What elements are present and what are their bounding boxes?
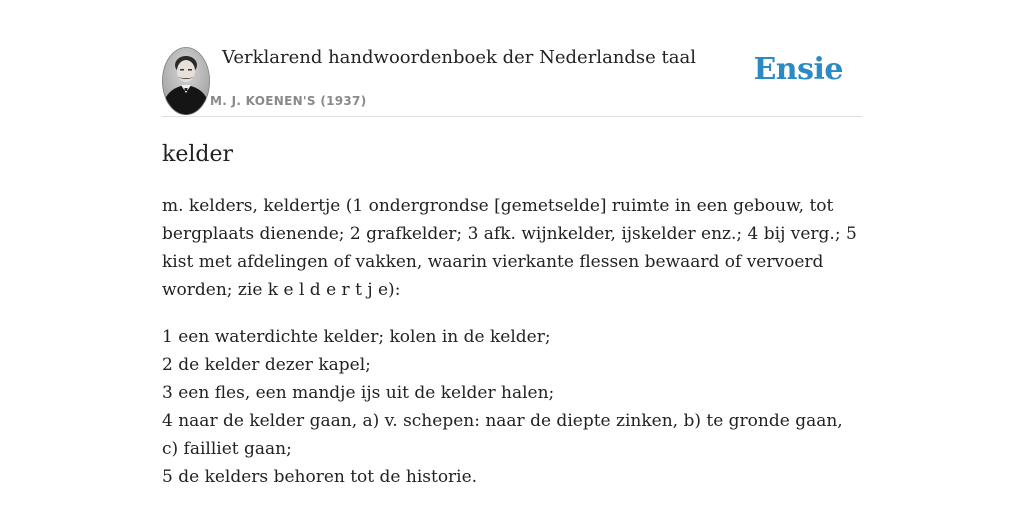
entry-headword: kelder xyxy=(162,142,234,167)
entry-definition: m. kelders, keldertje (1 ondergrondse [gemetselde] ruimte in een gebouw, tot bergplaats dienende; 2 grafkelder; 3 afk. wijnkelder, ijskelder enz.; 4 bij verg.; 5 kist met afdelingen of vakken, waarin vierkante flessen bewaard of vervoerd worden; zie k e l d e r t j e): xyxy=(162,196,857,300)
header xyxy=(162,46,862,117)
brand-logo-link[interactable]: Ensie xyxy=(753,52,843,87)
page xyxy=(162,0,862,512)
example-item: 1 een waterdichte kelder; kolen in de kelder; xyxy=(162,327,551,347)
book-title[interactable]: Verklarend handwoordenboek der Nederlandse taal xyxy=(222,47,696,68)
example-item: 4 naar de kelder gaan, a) v. schepen: naar de diepte zinken, b) te gronde gaan, c) failliet gaan; xyxy=(162,411,843,459)
book-author: M. J. KOENEN'S (1937) xyxy=(210,94,367,108)
example-item: 3 een fles, een mandje ijs uit de kelder halen; xyxy=(162,383,555,403)
author-portrait xyxy=(162,47,210,115)
example-item: 5 de kelders behoren tot de historie. xyxy=(162,467,478,487)
entry-examples xyxy=(162,323,862,491)
example-item: 2 de kelder dezer kapel; xyxy=(162,355,371,375)
